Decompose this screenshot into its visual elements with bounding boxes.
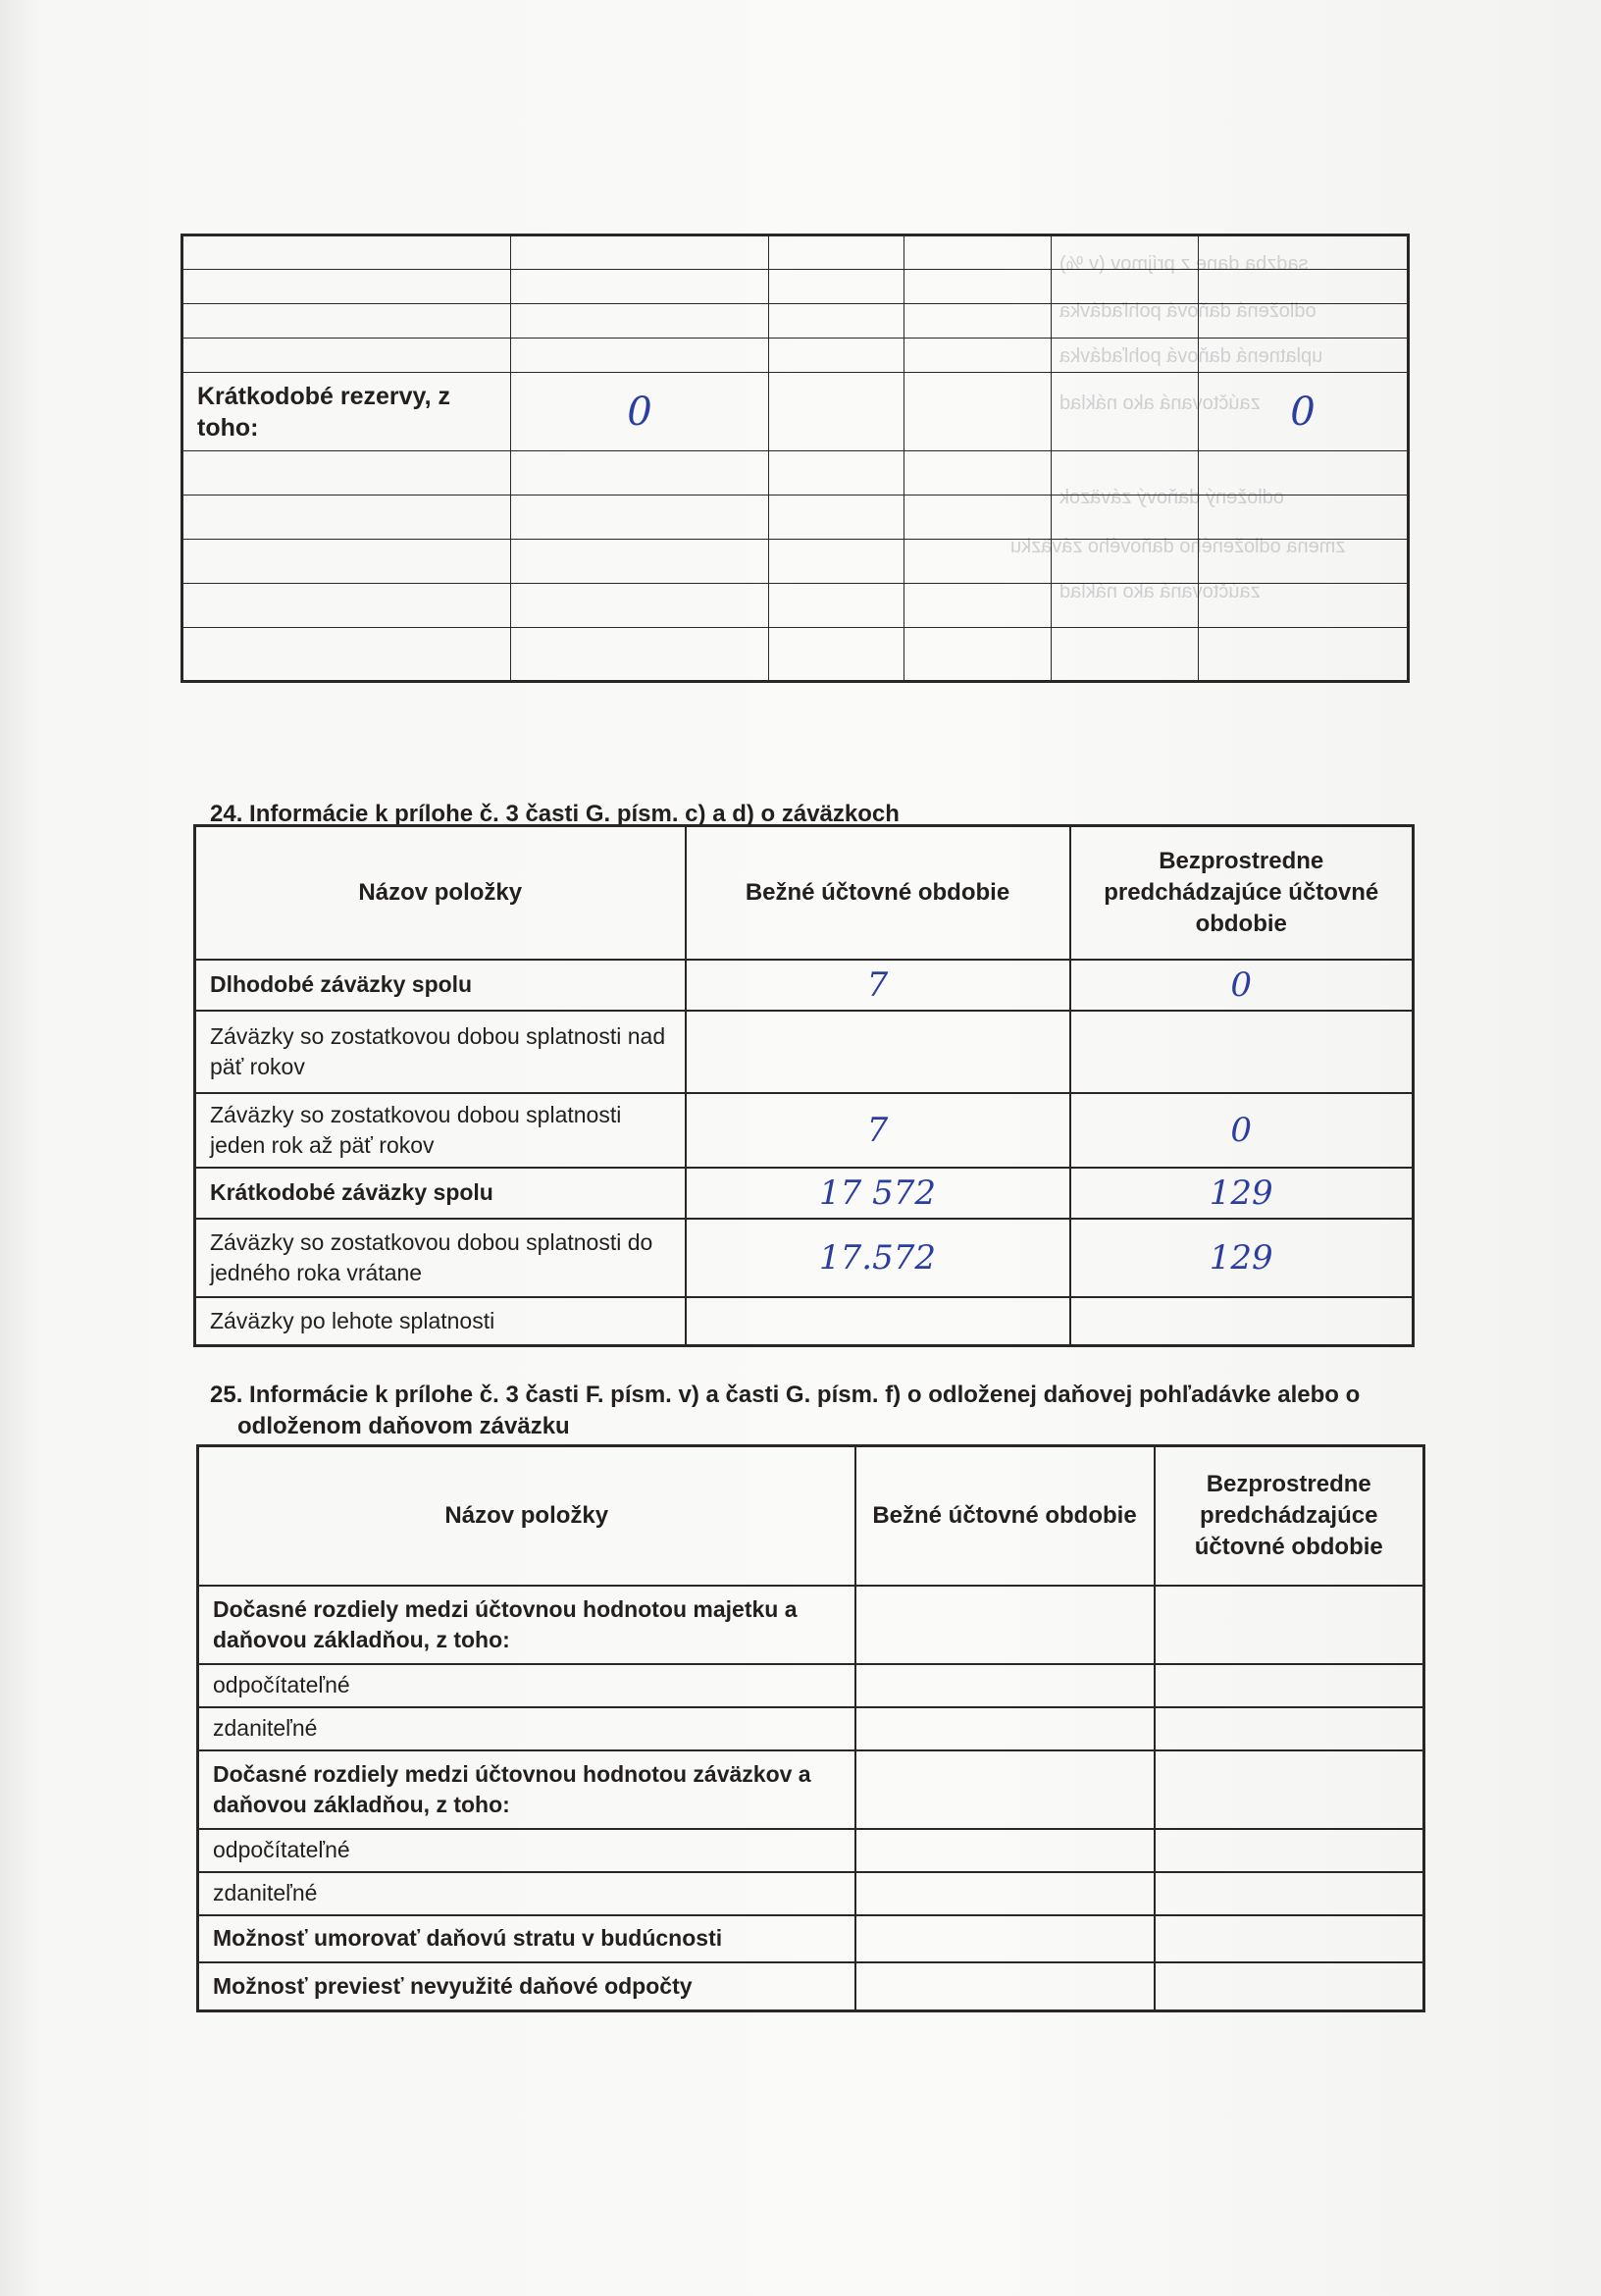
row-label: Záväzky so zostatkovou dobou splatnosti do jedného roka vrátane: [195, 1219, 686, 1297]
row-label: Krátkodobé záväzky spolu: [195, 1168, 686, 1219]
header-previous-period: Bezprostredne predchádzajúce účtovné obdobie: [1070, 826, 1414, 960]
current-value: 17 572: [686, 1168, 1070, 1219]
header-item-name: Názov položky: [198, 1446, 855, 1586]
bleed-through-text: zaúčtovaná ako náklad: [1059, 581, 1261, 602]
row-label: Krátkodobé rezervy, z toho:: [197, 382, 450, 442]
handwritten-zero: 0: [1290, 389, 1316, 435]
bleed-through-text: sadzba dane z príjmov (v %): [1059, 253, 1309, 275]
row-label: zdaniteľné: [198, 1707, 855, 1750]
previous-value: 0: [1070, 960, 1414, 1011]
row-label: Záväzky so zostatkovou dobou splatnosti nad päť rokov: [195, 1011, 686, 1093]
header-current-period: Bežné účtovné obdobie: [686, 826, 1070, 960]
row-label: Dlhodobé záväzky spolu: [195, 960, 686, 1011]
row-label: Záväzky po lehote splatnosti: [195, 1297, 686, 1346]
provisions-table: [181, 234, 1410, 683]
row-label: Dočasné rozdiely medzi účtovnou hodnotou majetku a daňovou základňou, z toho:: [198, 1586, 855, 1664]
section-24-title: 24. Informácie k prílohe č. 3 časti G. písm. c) a d) o záväzkoch: [210, 801, 900, 827]
section-25-title-line2: odloženom daňovom záväzku: [237, 1413, 570, 1439]
row-label: Dočasné rozdiely medzi účtovnou hodnotou záväzkov a daňovou základňou, z toho:: [198, 1750, 855, 1829]
bleed-through-text: odložená daňová pohľadávka: [1059, 300, 1317, 322]
current-value: [686, 1011, 1070, 1093]
row-label: Záväzky so zostatkovou dobou splatnosti jeden rok až päť rokov: [195, 1093, 686, 1168]
row-label: odpočítateľné: [198, 1829, 855, 1872]
previous-value: 129: [1070, 1168, 1414, 1219]
current-value: [686, 1297, 1070, 1346]
row-label: Možnosť previesť nevyužité daňové odpočty: [198, 1962, 855, 2011]
current-value: 17.572: [686, 1219, 1070, 1297]
previous-value: 0: [1070, 1093, 1414, 1168]
section-25-title: [210, 1380, 1360, 1442]
previous-value: 129: [1070, 1219, 1414, 1297]
bleed-through-text: zmena odloženého daňového záväzku: [1010, 536, 1346, 557]
previous-value: [1070, 1011, 1414, 1093]
deferred-tax-table: [196, 1444, 1425, 2012]
row-label: odpočítateľné: [198, 1664, 855, 1707]
bleed-through-text: uplatnená daňová pohľadávka: [1059, 345, 1323, 367]
header-item-name: Názov položky: [195, 826, 686, 960]
bleed-through-text: zaúčtovaná ako náklad: [1059, 392, 1261, 414]
row-label: zdaniteľné: [198, 1872, 855, 1915]
bleed-through-text: odložený daňový záväzok: [1059, 487, 1285, 508]
header-previous-period: Bezprostredne predchádzajúce účtovné obdobie: [1155, 1446, 1424, 1586]
handwritten-zero: 0: [627, 389, 652, 435]
section-25-title-line1: 25. Informácie k prílohe č. 3 časti F. písm. v) a časti G. písm. f) o odloženej daňovej pohľadávke alebo o: [210, 1382, 1361, 1408]
short-term-provisions-label: [182, 373, 511, 451]
liabilities-table: [193, 824, 1415, 1347]
row-label: Možnosť umorovať daňovú stratu v budúcnosti: [198, 1915, 855, 1962]
previous-value: [1070, 1297, 1414, 1346]
header-current-period: Bežné účtovné obdobie: [855, 1446, 1155, 1586]
current-value: 7: [686, 960, 1070, 1011]
current-value: 7: [686, 1093, 1070, 1168]
